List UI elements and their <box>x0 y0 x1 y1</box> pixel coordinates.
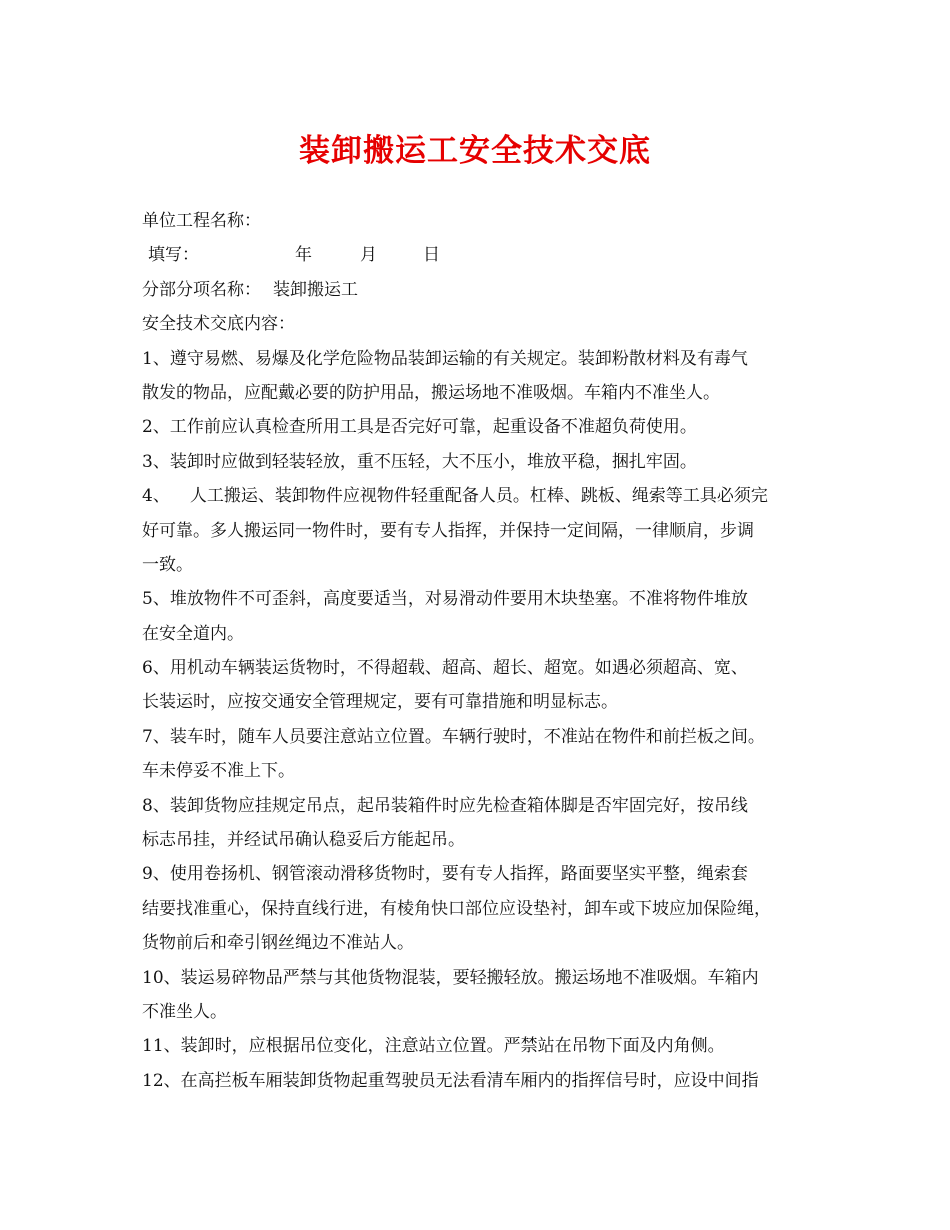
item-4-prefix: 4、 <box>142 486 170 507</box>
year-label: 年 <box>295 245 312 266</box>
text-line: 一致。 <box>142 554 193 575</box>
text-line: 散发的物品，应配戴必要的防护用品，搬运场地不准吸烟。车箱内不准坐人。 <box>142 382 720 403</box>
month-label: 月 <box>360 245 377 266</box>
text-line: 3、装卸时应做到轻装轻放，重不压轻，大不压小，堆放平稳，捆扎牢固。 <box>142 451 697 472</box>
sub-item-value: 装卸搬运工 <box>273 279 358 300</box>
text-line: 不准坐人。 <box>142 1001 227 1022</box>
fill-label: 填写： <box>148 245 199 266</box>
document-body <box>142 204 812 1098</box>
text-line: 5、堆放物件不可歪斜，高度要适当，对易滑动件要用木块垫塞。不准将物件堆放 <box>142 589 748 610</box>
text-line: 11、装卸时，应根据吊位变化，注意站立位置。严禁站在吊物下面及内角侧。 <box>142 1036 725 1057</box>
text-line: 标志吊挂，并经试吊确认稳妥后方能起吊。 <box>142 830 465 851</box>
text-line: 6、用机动车辆装运货物时，不得超载、超高、超长、超宽。如遇必须超高、宽、 <box>142 658 748 679</box>
text-line: 2、工作前应认真检查所用工具是否完好可靠，起重设备不准超负荷使用。 <box>142 417 697 438</box>
text-line: 结要找准重心，保持直线行进，有棱角快口部位应设垫衬，卸车或下坡应加保险绳， <box>142 898 771 919</box>
text-line: 1、遵守易燃、易爆及化学危险物品装卸运输的有关规定。装卸粉散材料及有毒气 <box>142 348 748 369</box>
text-line: 7、装车时，随车人员要注意站立位置。车辆行驶时，不准站在物件和前拦板之间。 <box>142 726 765 747</box>
fill-date-line <box>142 238 812 272</box>
text-line: 8、装卸货物应挂规定吊点，起吊装箱件时应先检查箱体脚是否牢固完好，按吊线 <box>142 795 748 816</box>
text-line: 长装运时，应按交通安全管理规定，要有可靠措施和明显标志。 <box>142 692 618 713</box>
item-4-text: 人工搬运、装卸物件应视物件轻重配备人员。杠棒、跳板、绳索等工具必须完 <box>189 486 768 507</box>
text-line: 12、在高拦板车厢装卸货物起重驾驶员无法看清车厢内的指挥信号时，应设中间指 <box>142 1070 759 1091</box>
item-4-line <box>142 479 812 513</box>
sub-item-line <box>142 273 812 307</box>
text-line: 车未停妥不准上下。 <box>142 761 295 782</box>
text-line: 10、装运易碎物品严禁与其他货物混装，要轻搬轻放。搬运场地不准吸烟。车箱内 <box>142 967 759 988</box>
text-line: 货物前后和牵引钢丝绳边不准站人。 <box>142 933 414 954</box>
text-line: 9、使用卷扬机、钢管滚动滑移货物时，要有专人指挥，路面要坚实平整，绳索套 <box>142 864 748 885</box>
text-line: 在安全道内。 <box>142 623 244 644</box>
project-name-label: 单位工程名称： <box>142 211 261 231</box>
content-label: 安全技术交底内容： <box>142 314 295 335</box>
document-title: 装卸搬运工安全技术交底 <box>299 133 651 169</box>
text-line: 好可靠。多人搬运同一物件时，要有专人指挥，并保持一定间隔，一律顺肩，步调 <box>142 520 754 541</box>
project-name-line <box>142 204 812 238</box>
content-label-line <box>142 307 812 341</box>
sub-item-label: 分部分项名称： <box>142 279 261 300</box>
day-label: 日 <box>423 245 440 266</box>
